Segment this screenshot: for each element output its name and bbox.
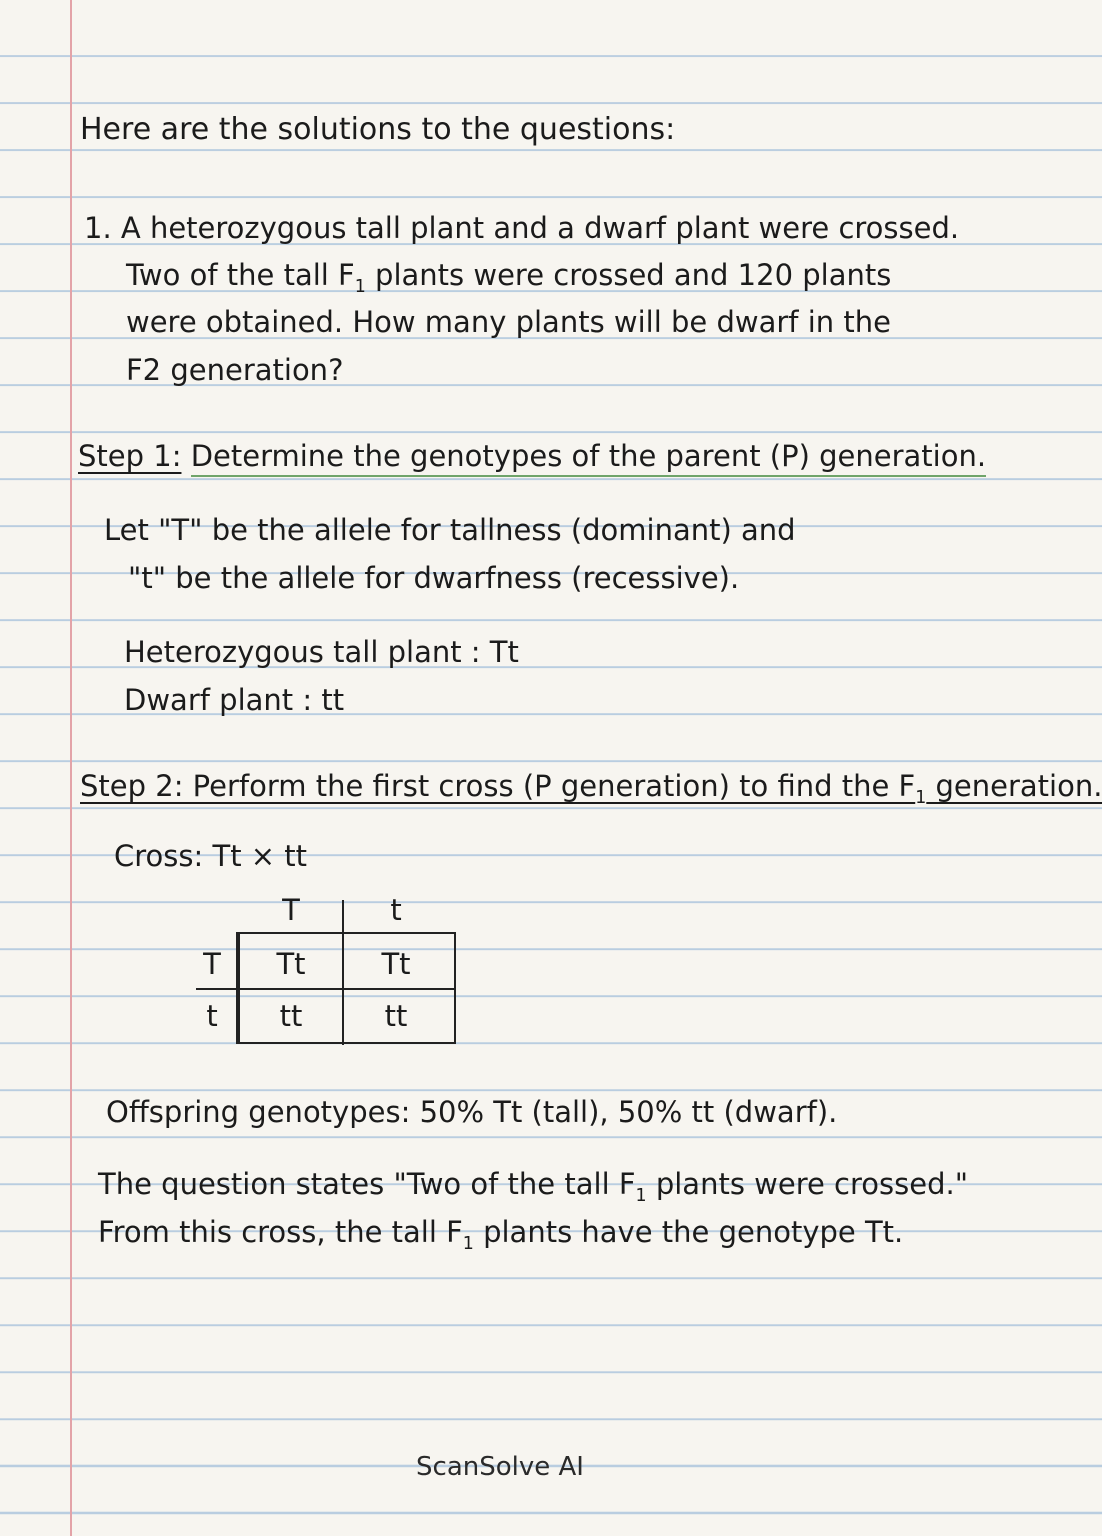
allele-definition-line-1: Let "T" be the allele for tallness (dominant) and bbox=[104, 513, 796, 547]
question-note-line-1: The question states "Two of the tall $F_1$ plants were crossed." bbox=[98, 1167, 969, 1206]
punnett-cell: tt bbox=[384, 999, 408, 1033]
intro-heading: Here are the solutions to the questions: bbox=[80, 112, 676, 147]
dwarf-genotype: Dwarf plant : tt bbox=[124, 683, 345, 717]
step1-heading: Step 1: Determine the genotypes of the parent (P) generation. bbox=[78, 438, 986, 474]
question-line-3: were obtained. How many plants will be dwarf in the bbox=[126, 305, 891, 339]
punnett-col-header: t bbox=[390, 893, 402, 927]
punnett-col-header: T bbox=[282, 893, 300, 927]
punnett-cell: tt bbox=[279, 999, 303, 1033]
notebook-margin-line bbox=[70, 0, 72, 1536]
question-line-1: 1. A heterozygous tall plant and a dwarf plant were crossed. bbox=[84, 211, 960, 245]
punnett-row-divider bbox=[196, 988, 456, 990]
punnett-row-header: t bbox=[206, 999, 218, 1033]
question-line-2: Two of the tall $F_1$ plants were crossed and 120 plants bbox=[126, 258, 892, 297]
offspring-genotypes: Offspring genotypes: 50% Tt (tall), 50% tt (dwarf). bbox=[106, 1095, 838, 1129]
punnett-column-divider bbox=[342, 900, 344, 1045]
footer-brand: ScanSolve AI bbox=[416, 1452, 584, 1482]
punnett-row-header: T bbox=[203, 947, 221, 981]
punnett-cell: Tt bbox=[381, 947, 411, 981]
question-line-4: F2 generation? bbox=[126, 353, 344, 387]
punnett-square bbox=[196, 890, 466, 1050]
step2-heading: Step 2: Perform the first cross (P generation) to find the $F_1$ generation. bbox=[80, 769, 1102, 808]
cross-statement: Cross: Tt × tt bbox=[114, 839, 308, 873]
punnett-cell: Tt bbox=[276, 947, 306, 981]
heterozygous-genotype: Heterozygous tall plant : Tt bbox=[124, 635, 519, 669]
question-note-line-2: From this cross, the tall $F_1$ plants have the genotype Tt. bbox=[98, 1215, 904, 1254]
allele-definition-line-2: "t" be the allele for dwarfness (recessive). bbox=[128, 561, 740, 595]
